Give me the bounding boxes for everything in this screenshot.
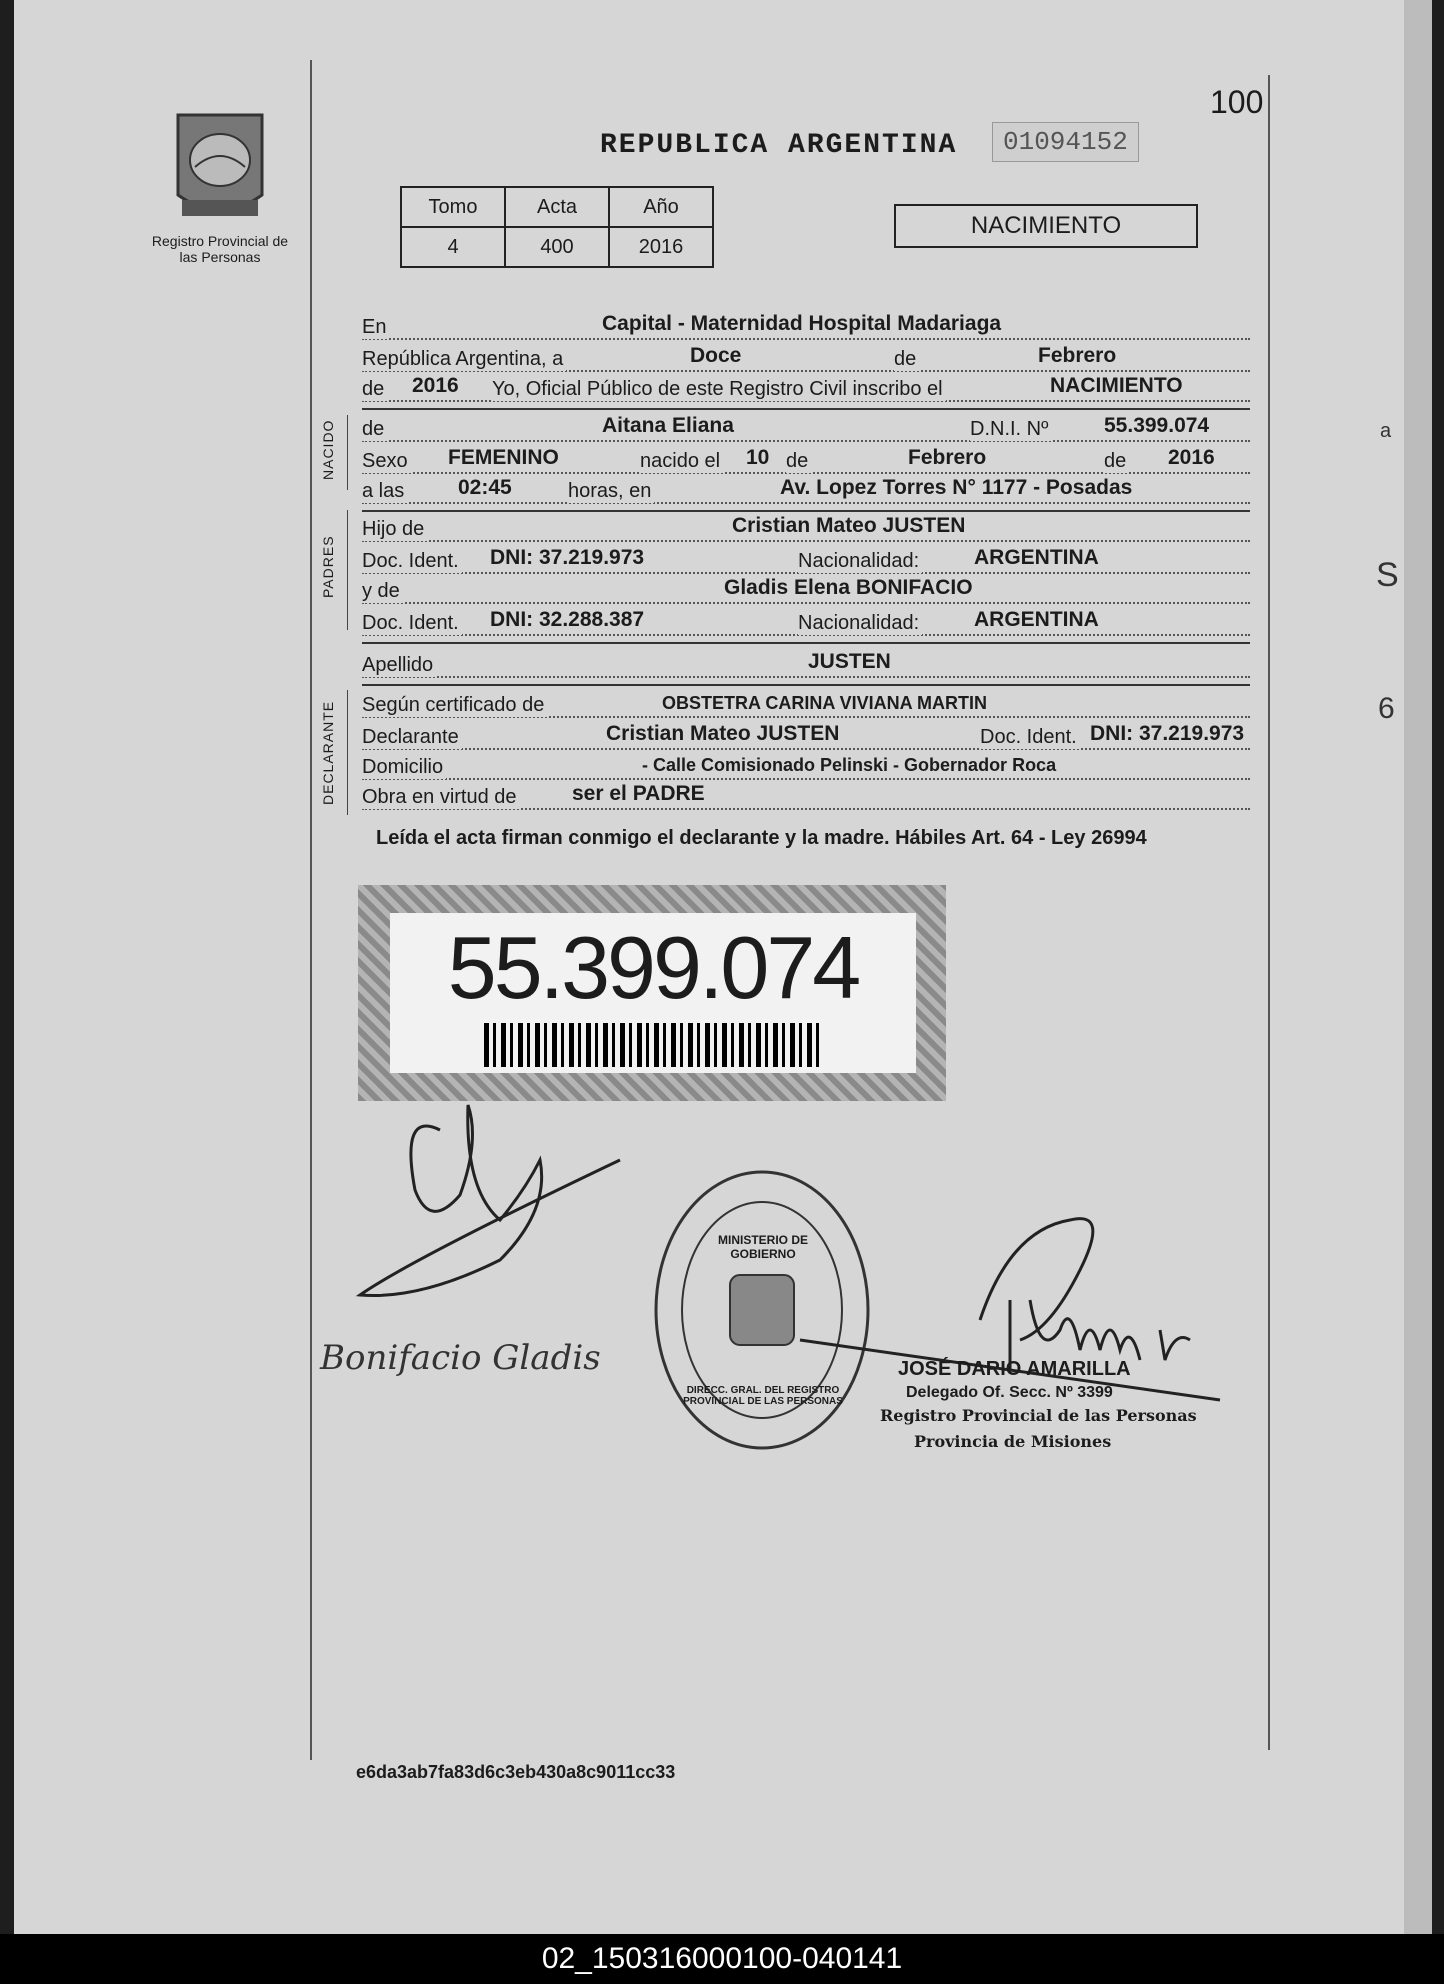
label-de-month: de (894, 348, 919, 371)
serial-number: 01094152 (992, 122, 1139, 162)
logo-caption: Registro Provincial de las Personas (151, 233, 289, 265)
value-mother-name: Gladis Elena BONIFACIO (724, 576, 973, 599)
label-a-las: a las (362, 480, 407, 503)
row-reason (362, 782, 1250, 812)
value-birth-month: Febrero (908, 446, 987, 469)
value-year: 2016 (412, 374, 459, 397)
label-dni: D.N.I. Nº (970, 418, 1051, 441)
label-domicilio: Domicilio (362, 756, 446, 779)
registry-value-acta: 400 (505, 227, 609, 267)
registry-value-anio: 2016 (609, 227, 713, 267)
dotted-fill-line (362, 778, 1250, 780)
official-role: Delegado Of. Secc. Nº 3399 (906, 1384, 1113, 1401)
label-doc-ident-declarant: Doc. Ident. (980, 726, 1080, 749)
label-hijo-de: Hijo de (362, 518, 427, 541)
value-birth-day: 10 (746, 446, 770, 469)
label-horas-en: horas, en (568, 480, 654, 503)
label-sexo: Sexo (362, 450, 411, 473)
value-name: Aitana Eliana (602, 414, 734, 437)
value-day: Doce (690, 344, 742, 367)
registry-header-acta: Acta (505, 187, 609, 227)
label-de-year: de (362, 378, 387, 401)
registry-table-value-row (401, 227, 713, 267)
value-certificate: OBSTETRA CARINA VIVIANA MARTIN (662, 693, 987, 713)
right-margin-rule (1268, 75, 1270, 1750)
label-segun: Según certificado de (362, 694, 547, 717)
label-nacionalidad: Nacionalidad: (798, 612, 922, 635)
row-declarant (362, 722, 1250, 752)
separator-line (362, 408, 1250, 410)
dotted-fill-line (362, 748, 1250, 750)
label-de-name: de (362, 418, 387, 441)
row-mother-doc (362, 608, 1250, 638)
label-apellido: Apellido (362, 654, 436, 677)
value-dni: 55.399.074 (1104, 414, 1210, 437)
section-divider-padres (347, 510, 348, 630)
row-name (362, 414, 1250, 444)
barcode-label (390, 913, 916, 1073)
label-nacido-el: nacido el (640, 450, 723, 473)
value-reason: ser el PADRE (572, 782, 705, 805)
value-declarant-doc: DNI: 37.219.973 (1090, 722, 1245, 745)
value-sex: FEMENINO (448, 446, 559, 469)
dotted-fill-line (362, 502, 1250, 504)
value-month: Febrero (1038, 344, 1117, 367)
row-inscription (362, 374, 1250, 404)
row-surname (362, 650, 1250, 680)
row-date (362, 344, 1250, 374)
value-place: Capital - Maternidad Hospital Madariaga (602, 312, 1002, 335)
document-title: REPUBLICA ARGENTINA (600, 130, 958, 161)
dotted-fill-line (362, 338, 1250, 340)
declarant-signature (350, 1100, 650, 1330)
act-type-box: NACIMIENTO (894, 204, 1198, 248)
official-name: JOSÉ DARIO AMARILLA (898, 1358, 1131, 1380)
value-father-doc: DNI: 37.219.973 (490, 546, 645, 569)
value-birth-address: Av. Lopez Torres N° 1177 - Posadas (780, 476, 1133, 499)
section-label-declarante: DECLARANTE (320, 700, 336, 805)
document-hash: e6da3ab7fa83d6c3eb430a8c9011cc33 (356, 1762, 676, 1782)
row-time-address (362, 476, 1250, 506)
dni-barcode-sticker (358, 885, 946, 1101)
row-father-doc (362, 546, 1250, 576)
label-oficial: Yo, Oficial Público de este Registro Civil inscribo el (492, 378, 946, 401)
value-surname: JUSTEN (808, 650, 891, 673)
closing-text: Leída el acta firman conmigo el declarante y la madre. Hábiles Art. 64 - Ley 26994 (376, 827, 1147, 849)
dotted-fill-line (362, 676, 1250, 678)
value-inscription: NACIMIENTO (1050, 374, 1183, 397)
margin-mark-s: S (1376, 556, 1399, 594)
label-en: En (362, 316, 389, 339)
registry-value-tomo: 4 (401, 227, 505, 267)
row-domicile (362, 752, 1250, 782)
registry-header-tomo: Tomo (401, 187, 505, 227)
section-label-nacido: NACIDO (320, 419, 336, 480)
registry-table-header-row (401, 187, 713, 227)
section-divider-nacido (347, 415, 348, 490)
province-logo (150, 105, 290, 235)
page-number: 100 (1210, 84, 1264, 120)
label-declarante: Declarante (362, 726, 462, 749)
dotted-fill-line (362, 602, 1250, 604)
separator-line (362, 510, 1250, 512)
value-domicile: - Calle Comisionado Pelinski - Gobernador Roca (642, 755, 1057, 775)
official-org: Registro Provincial de las Personas (880, 1406, 1197, 1425)
section-divider-declarante (347, 690, 348, 815)
label-doc-ident: Doc. Ident. (362, 550, 462, 573)
label-y-de: y de (362, 580, 403, 603)
row-place (362, 312, 1250, 342)
value-birth-year: 2016 (1168, 446, 1215, 469)
registry-header-anio: Año (609, 187, 713, 227)
value-father-nationality: ARGENTINA (974, 546, 1099, 569)
value-declarant: Cristian Mateo JUSTEN (606, 722, 840, 745)
label-nacionalidad: Nacionalidad: (798, 550, 922, 573)
barcode-number: 55.399.074 (447, 918, 859, 1017)
dotted-fill-line (362, 540, 1250, 542)
mother-signature-text: Bonifacio Gladis (320, 1338, 601, 1378)
barcode-bars (484, 1023, 824, 1067)
value-father-name: Cristian Mateo JUSTEN (732, 514, 966, 537)
label-doc-ident: Doc. Ident. (362, 612, 462, 635)
value-mother-nationality: ARGENTINA (974, 608, 1099, 631)
official-province: Provincia de Misiones (914, 1432, 1112, 1451)
row-mother (362, 576, 1250, 606)
row-certificate (362, 690, 1250, 720)
value-mother-doc: DNI: 32.288.387 (490, 608, 645, 631)
margin-mark-6: 6 (1378, 692, 1395, 725)
label-de-birth-year: de (1104, 450, 1129, 473)
left-margin-rule (310, 60, 312, 1760)
label-de-birth-month: de (786, 450, 811, 473)
row-father (362, 514, 1250, 544)
label-republica: República Argentina, a (362, 348, 566, 371)
separator-line (362, 684, 1250, 686)
stamp-inner-text: MINISTERIO DE GOBIERNO (717, 1233, 808, 1261)
stamp-ring-text: DIRECC. GRAL. DEL REGISTRO PROVINCIAL DE LAS PERSONAS (683, 1385, 843, 1407)
section-label-padres: PADRES (320, 535, 336, 598)
label-obra: Obra en virtud de (362, 786, 520, 809)
dotted-fill-line (362, 440, 1250, 442)
scan-footer-id: 02_150316000100-040141 (0, 1934, 1444, 1984)
row-sex-birthdate (362, 446, 1250, 476)
separator-line (362, 642, 1250, 644)
margin-mark-a: a (1380, 420, 1392, 442)
value-time: 02:45 (458, 476, 512, 499)
registry-table (400, 186, 714, 268)
